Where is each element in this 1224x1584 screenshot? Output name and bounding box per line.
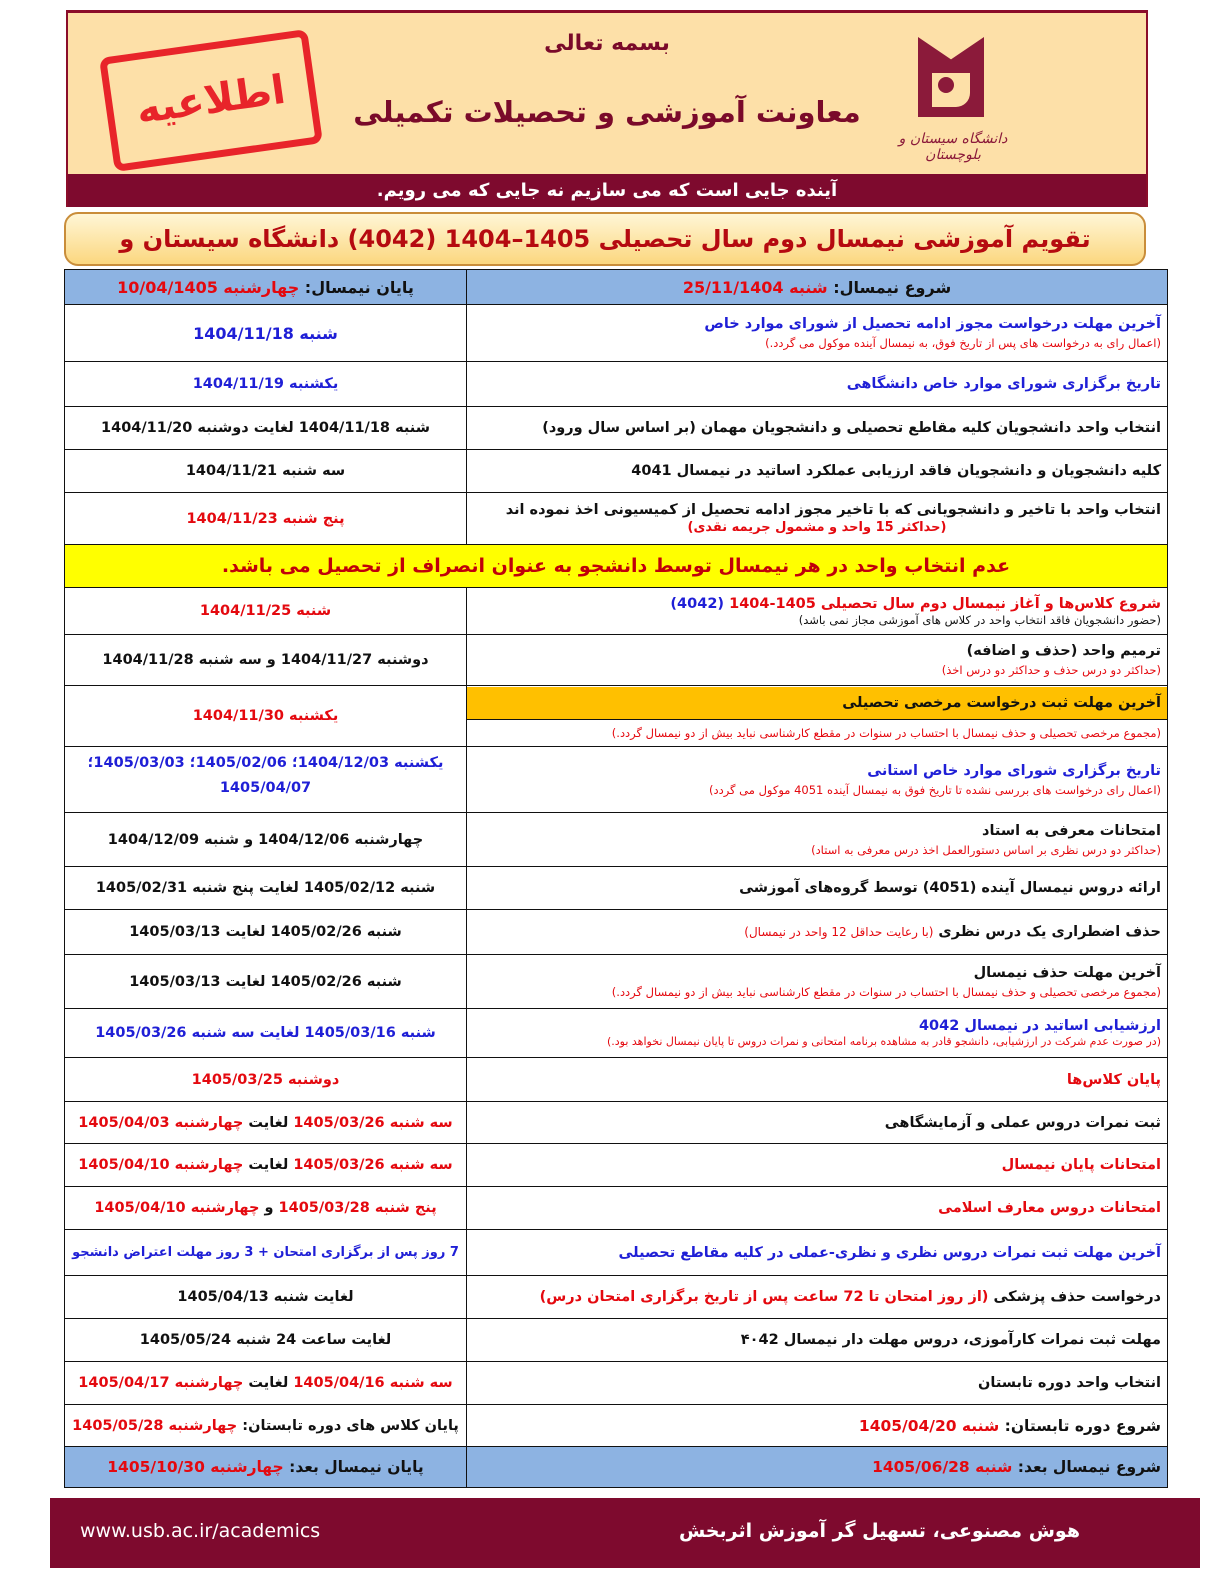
event-cell: ارائه دروس نیمسال آینده (4051) توسط گروه‌های آموزشی	[467, 867, 1168, 910]
table-row	[65, 1362, 1168, 1405]
next-semester-row	[65, 1447, 1168, 1488]
table-row	[65, 1187, 1168, 1230]
semester-end-cell: پایان نیمسال: چهارشنبه 10/04/1405	[65, 270, 467, 305]
event-cell: انتخاب واحد دوره تابستان	[467, 1362, 1168, 1405]
withdrawal-notice: عدم انتخاب واحد در هر نیمسال توسط دانشجو به عنوان انصراف از تحصیل می باشد.	[65, 545, 1168, 588]
date-cell: شنبه 1404/11/18	[65, 305, 467, 362]
date-cell: یکشنبه 1404/11/30	[65, 686, 467, 747]
date-cell: یکشنبه 1404/11/19	[65, 362, 467, 407]
event-cell: حذف اضطراری یک درس نظری (با رعایت حداقل 12 واحد در نیمسال)	[467, 910, 1168, 955]
date-cell: سه شنبه 1404/11/21	[65, 450, 467, 493]
summer-start-cell: شروع دوره تابستان: شنبه 1405/04/20	[467, 1405, 1168, 1447]
table-row	[65, 1058, 1168, 1102]
event-cell: آخرین مهلت درخواست مجوز ادامه تحصیل از شورای موارد خاص (اعمال رای به درخواست های پس از تاریخ فوق، به نیمسال آینده موکول می گردد.)	[467, 305, 1168, 362]
event-cell: شروع کلاس‌ها و آغاز نیمسال دوم سال تحصیلی 1405-1404 (4042) (حضور دانشجویان فاقد انتخاب واحد در کلاس های آموزشی مجاز نمی باشد)	[467, 588, 1168, 635]
summer-end-cell: پایان کلاس های دوره تابستان: چهارشنبه 1405/05/28	[65, 1405, 467, 1447]
motto-strip: آینده جایی است که می سازیم نه جایی که می رویم.	[68, 174, 1146, 207]
table-row	[65, 1230, 1168, 1276]
date-cell: لغایت ساعت 24 شنبه 1405/05/24	[65, 1319, 467, 1362]
date-cell: لغایت شنبه 1405/04/13	[65, 1276, 467, 1319]
leave-deadline-highlight: آخرین مهلت ثبت درخواست مرخصی تحصیلی	[467, 687, 1167, 720]
event-cell: تاریخ برگزاری شورای موارد خاص استانی (اعمال رای درخواست های بررسی نشده تا تاریخ فوق به نیمسال آینده 4051 موکول می گردد)	[467, 747, 1168, 813]
next-end-cell: پایان نیمسال بعد: چهارشنبه 1405/10/30	[65, 1447, 467, 1488]
footer-banner	[50, 1498, 1200, 1568]
table-row	[65, 1144, 1168, 1187]
event-cell: ترمیم واحد (حذف و اضافه) (حداکثر دو درس حذف و حداکثر دو درس اخذ)	[467, 635, 1168, 686]
table-row	[65, 305, 1168, 362]
event-cell: تاریخ برگزاری شورای موارد خاص دانشگاهی	[467, 362, 1168, 407]
event-cell: امتحانات پایان نیمسال	[467, 1144, 1168, 1187]
event-cell: آخرین مهلت ثبت نمرات دروس نظری و نظری-عملی در کلیه مقاطع تحصیلی	[467, 1230, 1168, 1276]
date-cell: سه شنبه 1405/03/26 لغایت چهارشنبه 1405/04/03	[65, 1102, 467, 1144]
summer-row	[65, 1405, 1168, 1447]
date-cell: شنبه 1404/11/25	[65, 588, 467, 635]
date-cell: شنبه 1405/03/16 لغایت سه شنبه 1405/03/26	[65, 1009, 467, 1058]
announcement-header	[66, 10, 1148, 207]
calendar-title: تقویم آموزشی نیمسال دوم سال تحصیلی 1405–1404 (4042) دانشگاه سیستان و بلوچستان	[64, 212, 1146, 266]
table-row	[65, 1009, 1168, 1058]
table-row	[65, 813, 1168, 867]
table-row	[65, 635, 1168, 686]
academic-calendar-table	[64, 269, 1168, 1488]
announcement-stamp: اطلاعیه	[99, 29, 323, 172]
date-cell: شنبه 1405/02/12 لغایت پنج شنبه 1405/02/31	[65, 867, 467, 910]
table-row	[65, 1102, 1168, 1144]
date-cell: دوشنبه 1404/11/27 و سه شنبه 1404/11/28	[65, 635, 467, 686]
date-cell: شنبه 1405/02/26 لغایت 1405/03/13	[65, 955, 467, 1009]
event-cell: امتحانات معرفی به استاد (حداکثر دو درس نظری بر اساس دستورالعمل اخذ درس معرفی به استاد)	[467, 813, 1168, 867]
event-cell: آخرین مهلت حذف نیمسال (مجموع مرخصی تحصیلی و حذف نیمسال با احتساب در سنوات در مقطع کارشناسی نباید بیش از دو نیمسال گردد.)	[467, 955, 1168, 1009]
event-cell: درخواست حذف پزشکی (از روز امتحان تا 72 ساعت پس از تاریخ برگزاری امتحان درس)	[467, 1276, 1168, 1319]
event-cell: امتحانات دروس معارف اسلامی	[467, 1187, 1168, 1230]
date-cell: سه شنبه 1405/04/16 لغایت چهارشنبه 1405/04/17	[65, 1362, 467, 1405]
table-row	[65, 1319, 1168, 1362]
event-cell: انتخاب واحد با تاخیر و دانشجویانی که با تاخیر مجوز ادامه تحصیل از کمیسیونی اخذ نموده اند (حداکثر 15 واحد و مشمول جریمه نقدی)	[467, 493, 1168, 545]
university-logo	[898, 31, 1008, 171]
table-row	[65, 747, 1168, 813]
date-cell: دوشنبه 1405/03/25	[65, 1058, 467, 1102]
event-cell	[467, 686, 1168, 747]
table-row	[65, 362, 1168, 407]
semester-start-cell: شروع نیمسال: شنبه 25/11/1404	[467, 270, 1168, 305]
event-cell: کلیه دانشجویان و دانشجویان فاقد ارزیابی عملکرد اساتید در نیمسال 4041	[467, 450, 1168, 493]
event-cell: مهلت ثبت نمرات کارآموزی، دروس مهلت دار نیمسال ۴۰42	[467, 1319, 1168, 1362]
table-row	[65, 867, 1168, 910]
bismillah-heading: بسمه تعالی	[544, 31, 670, 56]
table-row	[65, 588, 1168, 635]
date-cell: چهارشنبه 1404/12/06 و شنبه 1404/12/09	[65, 813, 467, 867]
event-cell: ارزشیابی اساتید در نیمسال 4042 (در صورت عدم شرکت در ارزشیابی، دانشجو قادر به مشاهده برنامه امتحانی و نمرات دروس تا پایان نیمسال نخواهد بود.)	[467, 1009, 1168, 1058]
date-cell: پنج شنبه 1404/11/23	[65, 493, 467, 545]
event-cell: ثبت نمرات دروس عملی و آزمایشگاهی	[467, 1102, 1168, 1144]
notice-row	[65, 545, 1168, 588]
table-row	[65, 407, 1168, 450]
date-cell: یکشنبه 1404/12/03؛ 1405/02/06؛ 1405/03/03؛ 1405/04/07	[65, 747, 467, 813]
table-row	[65, 450, 1168, 493]
logo-text: دانشگاه سیستان و بلوچستان	[898, 131, 1008, 163]
event-cell: پایان کلاس‌ها	[467, 1058, 1168, 1102]
logo-book-icon	[918, 37, 984, 117]
table-row	[65, 1276, 1168, 1319]
date-cell: 7 روز پس از برگزاری امتحان + 3 روز مهلت اعتراض دانشجو	[65, 1230, 467, 1276]
academics-link[interactable]: www.usb.ac.ir/academics	[80, 1520, 321, 1542]
date-cell: پنج شنبه 1405/03/28 و چهارشنبه 1405/04/10	[65, 1187, 467, 1230]
date-cell: شنبه 1405/02/26 لغایت 1405/03/13	[65, 910, 467, 955]
semester-start-end-row	[65, 270, 1168, 305]
event-cell: انتخاب واحد دانشجویان کلیه مقاطع تحصیلی و دانشجویان مهمان (بر اساس سال ورود)	[467, 407, 1168, 450]
department-heading: معاونت آموزشی و تحصیلات تکمیلی	[353, 95, 861, 129]
table-row	[65, 493, 1168, 545]
date-cell: شنبه 1404/11/18 لغایت دوشنبه 1404/11/20	[65, 407, 467, 450]
table-row	[65, 686, 1168, 747]
date-cell: سه شنبه 1405/03/26 لغایت چهارشنبه 1405/04/10	[65, 1144, 467, 1187]
leave-note: (مجموع مرخصی تحصیلی و حذف نیمسال با احتساب در سنوات در مقطع کارشناسی نباید بیش از دو نیمسال گردد.)	[611, 725, 1161, 740]
next-start-cell: شروع نیمسال بعد: شنبه 1405/06/28	[467, 1447, 1168, 1488]
table-row	[65, 910, 1168, 955]
table-row	[65, 955, 1168, 1009]
footer-slogan: هوش مصنوعی، تسهیل گر آموزش اثربخش	[678, 1520, 1080, 1542]
